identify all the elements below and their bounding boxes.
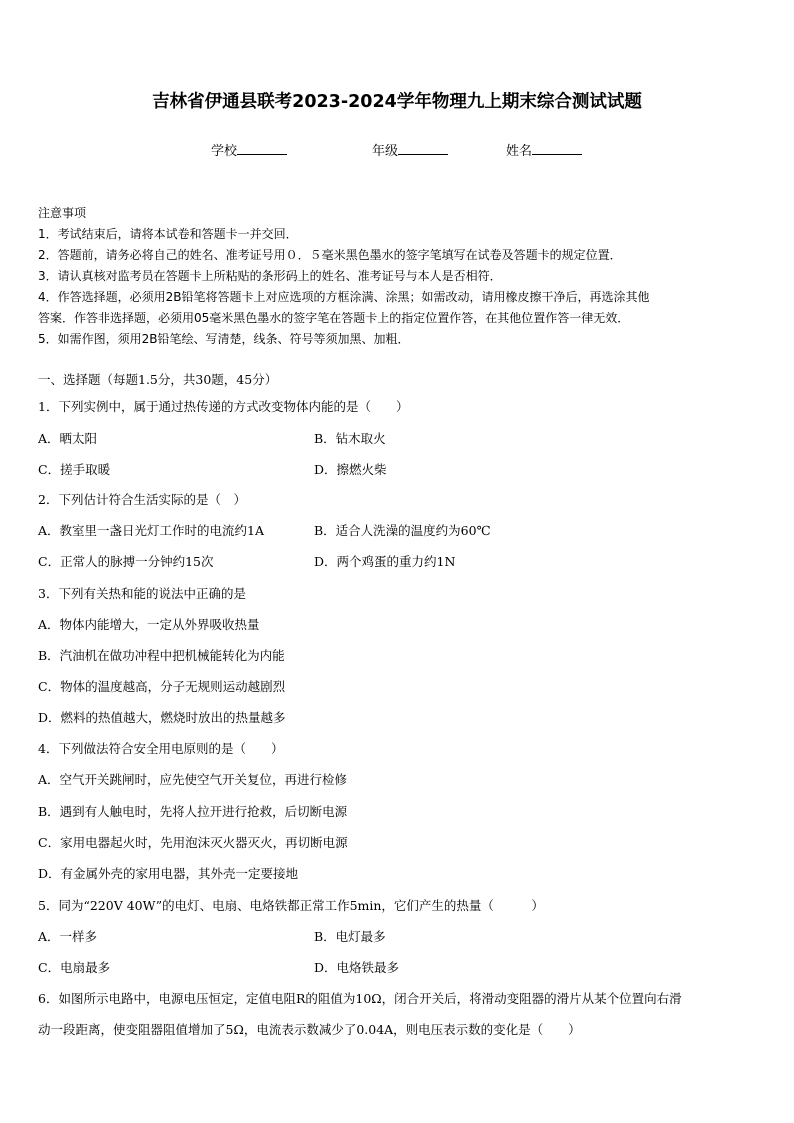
school-label: 学校 [211, 144, 238, 159]
question-stem-cont: 动一段距离，使变阻器阻值增加了5Ω，电流表示数减少了0.04A，则电压表示数的变化是（ ） [38, 1022, 581, 1037]
option-a: A．物体内能增大，一定从外界吸收热量 [38, 617, 260, 632]
option-d: D．电烙铁最多 [314, 960, 400, 975]
grade-field [372, 140, 448, 159]
option-c: C．家用电器起火时，先用泡沫灭火器灭火，再切断电源 [38, 835, 348, 850]
name-label: 姓名 [506, 144, 533, 159]
option-c: C．正常人的脉搏一分钟约15次 [38, 554, 214, 569]
section-heading: 一、选择题（每题1.5分，共30题，45分） [38, 372, 278, 387]
option-a: A．教室里一盏日光灯工作时的电流约1A [38, 523, 265, 538]
option-b: B．遇到有人触电时，先将人拉开进行抢救，后切断电源 [38, 804, 348, 819]
question-stem: 6．如图所示电路中，电源电压恒定，定值电阻R的阻值为10Ω，闭合开关后，将滑动变阻器的滑片从某个位置向右滑 [38, 991, 682, 1006]
option-c: C．物体的温度越高，分子无规则运动越剧烈 [38, 679, 286, 694]
option-d: D．有金属外壳的家用电器，其外壳一定要接地 [38, 866, 299, 881]
question-stem: 1．下列实例中，属于通过热传递的方式改变物体内能的是（ ） [38, 399, 409, 414]
option-b: B．钻木取火 [314, 431, 386, 446]
option-d: D．两个鸡蛋的重力约1N [314, 554, 456, 569]
grade-label: 年级 [372, 144, 399, 159]
question-stem: 3．下列有关热和能的说法中正确的是 [38, 586, 246, 601]
notice-heading: 注意事项 [38, 206, 87, 220]
option-d: D．擦燃火柴 [314, 462, 387, 477]
option-c: C．电扇最多 [38, 960, 111, 975]
option-a: A．一样多 [38, 929, 98, 944]
grade-blank[interactable] [398, 142, 448, 155]
notice-item: 5．如需作图，须用2B铅笔绘、写清楚，线条、符号等须加黑、加粗． [38, 332, 410, 346]
question-stem: 2．下列估计符合生活实际的是（ ） [38, 492, 246, 507]
option-b: B．汽油机在做功冲程中把机械能转化为内能 [38, 648, 285, 663]
option-a: A．晒太阳 [38, 431, 98, 446]
school-blank[interactable] [237, 142, 287, 155]
notice-item: 4．作答选择题，必须用2B铅笔将答题卡上对应选项的方框涂满、涂黑；如需改动，请用橡皮擦干净后，再选涂其他 [38, 290, 650, 304]
option-c: C．搓手取暖 [38, 462, 111, 477]
notice-item: 3．请认真核对监考员在答题卡上所粘贴的条形码上的姓名、准考证号与本人是否相符． [38, 269, 502, 283]
exam-title: 吉林省伊通县联考2023-2024学年物理九上期末综合测试试题 [152, 92, 642, 112]
option-b: B．电灯最多 [314, 929, 386, 944]
name-blank[interactable] [532, 142, 582, 155]
option-d: D．燃料的热值越大，燃烧时放出的热量越多 [38, 710, 286, 725]
question-stem: 5．同为“220V 40W”的电灯、电扇、电烙铁都正常工作5min，它们产生的热量（ ） [38, 898, 544, 913]
name-field [506, 140, 582, 159]
school-field [211, 140, 287, 159]
notice-item: 1．考试结束后，请将本试卷和答题卡一并交回． [38, 227, 298, 241]
option-a: A．空气开关跳闸时，应先使空气开关复位，再进行检修 [38, 772, 348, 787]
option-b: B．适合人洗澡的温度约为60℃ [314, 523, 491, 538]
notice-item: 2．答题前，请务必将自己的姓名、准考证号用０．５毫米黑色墨水的签字笔填写在试卷及答题卡的规定位置． [38, 248, 622, 262]
question-stem: 4．下列做法符合安全用电原则的是（ ） [38, 741, 284, 756]
notice-item: 答案．作答非选择题，必须用05毫米黑色墨水的签字笔在答题卡上的指定位置作答，在其他位置作答一律无效． [38, 311, 630, 325]
